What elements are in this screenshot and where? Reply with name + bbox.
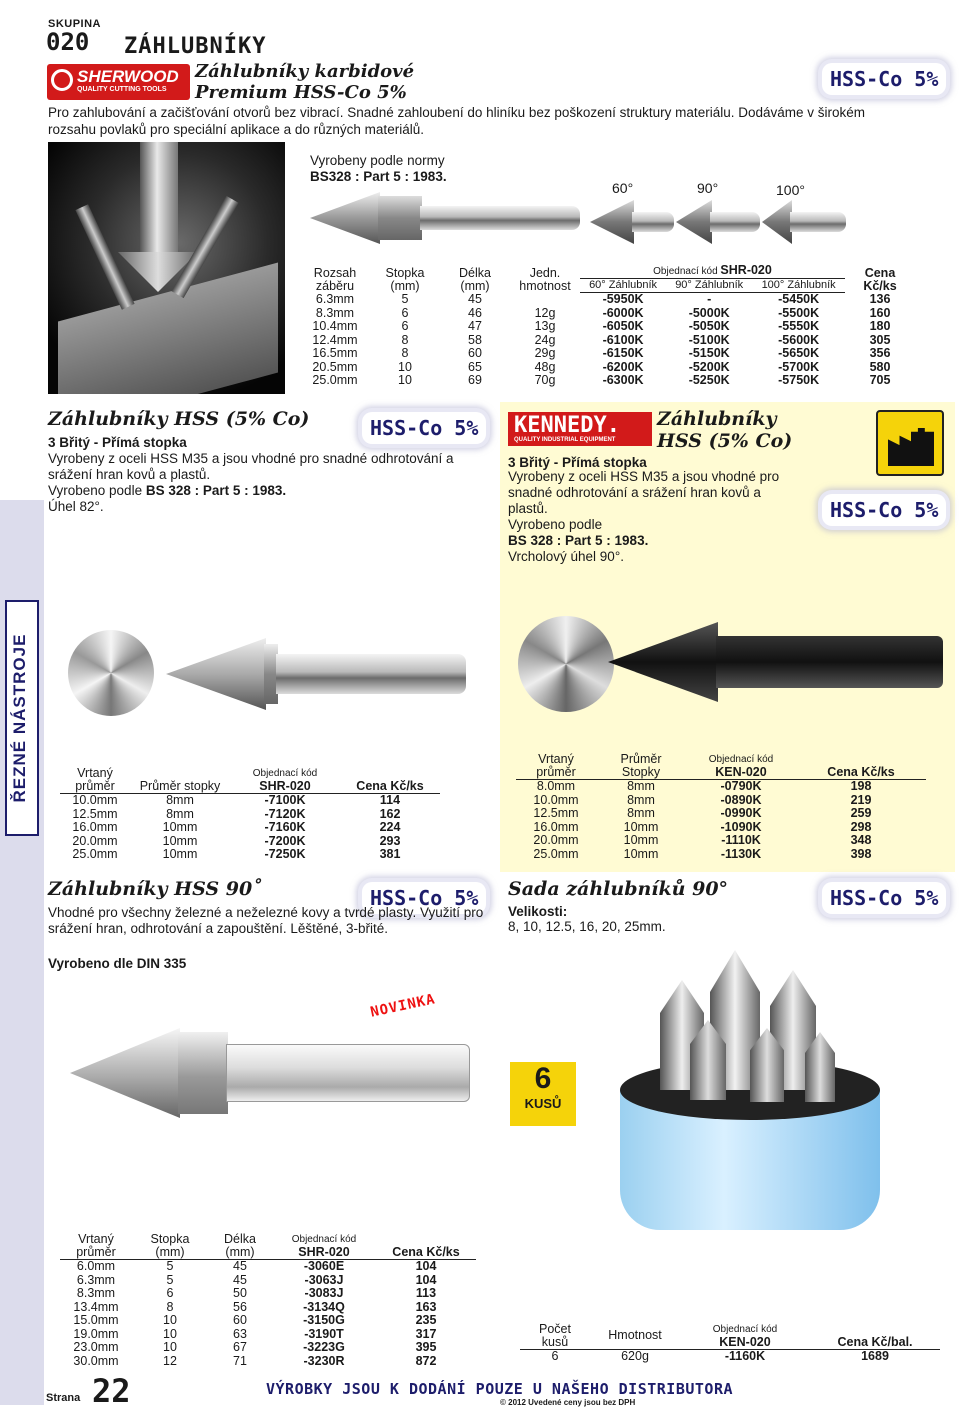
table-cell: 65 <box>468 359 482 374</box>
table-cell: -7250K <box>264 847 306 861</box>
kennedy-logo <box>508 412 652 446</box>
table-cell: 60 <box>233 1313 247 1327</box>
table-cell: 620g <box>621 1349 649 1363</box>
table-cell: 13.4mm <box>73 1299 119 1314</box>
table-cell: 162 <box>379 806 401 821</box>
hss-badge-2: HSS-Co 5% <box>362 412 486 444</box>
table-row <box>60 1301 476 1315</box>
table-cell: 10.4mm <box>312 319 358 333</box>
table-cell: 10mm <box>623 833 659 847</box>
kennedy-logo-text: KENNEDY. <box>514 413 620 438</box>
th-order-code: Objednací kód SHR-020 <box>580 264 845 279</box>
table-row <box>516 794 926 808</box>
table-cell: -7160K <box>264 820 306 834</box>
table-cell: 10 <box>163 1313 177 1327</box>
table-cell: 6 <box>166 1286 174 1300</box>
table-row <box>300 347 915 361</box>
th-weight: Jedn. hmotnost <box>519 265 571 293</box>
table-cell: 293 <box>379 833 401 848</box>
table-row <box>520 1350 940 1364</box>
table-cell: 705 <box>869 373 891 387</box>
table-cell: 10mm <box>623 819 659 834</box>
table-cell: 8 <box>166 1299 174 1314</box>
table-cell: -7120K <box>264 806 306 821</box>
table-cell: 104 <box>415 1272 437 1287</box>
table-cell: 10mm <box>162 820 198 834</box>
section5-sizes-label: Velikosti: <box>508 904 568 919</box>
section4-norm: Vyrobeno dle DIN 335 <box>48 956 187 971</box>
table-cell: -3230R <box>303 1353 345 1368</box>
section3-subtitle: 3 Břitý - Přímá stopka <box>508 455 647 470</box>
table-cell: 10 <box>398 373 412 387</box>
table-cell: 5 <box>166 1272 174 1287</box>
table-cell: 12g <box>534 305 556 320</box>
table-cell: 29g <box>534 346 556 360</box>
angle-100-label: 100° <box>776 182 805 198</box>
s4-th-dia: Vrtaný průměr <box>60 1232 132 1260</box>
table-row <box>60 1287 476 1301</box>
table-cell: 6.3mm <box>76 1272 116 1287</box>
table-cell: 46 <box>468 305 482 320</box>
kennedy-logo-sub: QUALITY INDUSTRIAL EQUIPMENT <box>514 437 616 443</box>
hss-badge-1: HSS-Co 5% <box>822 63 946 95</box>
table-cell: 5 <box>166 1259 174 1273</box>
table-cell: 395 <box>415 1340 437 1354</box>
table-cell: 6 <box>551 1349 559 1363</box>
countersink-image-100 <box>762 200 846 244</box>
th-shank: Stopka (mm) <box>385 265 425 293</box>
table-row <box>60 835 440 849</box>
table-cell: 305 <box>869 332 891 347</box>
table-cell: -0890K <box>720 792 762 807</box>
table-cell: 16.5mm <box>312 346 358 360</box>
table-cell: 224 <box>379 820 401 834</box>
table-cell: -3060E <box>303 1259 345 1273</box>
table-cell: 20.0mm <box>533 833 579 847</box>
table-row <box>300 307 915 321</box>
s3-th-dia: Vrtaný průměr <box>516 752 596 780</box>
table-cell: 69 <box>468 373 482 387</box>
section5-title: Sada záhlubníků 90° <box>508 878 729 900</box>
table-row <box>60 794 440 808</box>
table-cell: -5600K <box>778 332 820 347</box>
table-cell: 70g <box>534 373 556 387</box>
table-cell: -1130K <box>720 846 762 861</box>
th-60: 60° Záhlubník <box>580 279 666 293</box>
section3-title-2: HSS (5% Co) <box>657 430 793 452</box>
table-cell: 12.5mm <box>72 806 118 821</box>
countersink-image-60 <box>590 200 674 244</box>
table-cell: 113 <box>415 1286 437 1300</box>
table-cell: 16.0mm <box>72 820 118 834</box>
s4-th-price: Cena Kč/ks <box>376 1232 476 1260</box>
table-cell: -3063J <box>304 1272 344 1287</box>
table-cell: -7100K <box>264 793 306 807</box>
countersink-set-image <box>600 940 900 1230</box>
table-row <box>60 848 440 862</box>
table-cell: -5100K <box>688 332 730 347</box>
section3-side-view <box>608 622 943 702</box>
table-cell: 235 <box>415 1313 437 1327</box>
table-cell: 872 <box>415 1353 437 1368</box>
table-cell: 10 <box>163 1326 177 1341</box>
table-cell: -5200K <box>688 359 730 374</box>
section4-side-view <box>70 1028 470 1118</box>
table-cell: -6150K <box>602 346 644 360</box>
table-section3 <box>516 752 926 861</box>
th-length: Délka (mm) <box>459 265 491 293</box>
table-cell: 104 <box>415 1259 437 1273</box>
th-price: Cena Kč/ks <box>863 265 897 293</box>
section3-front-view <box>518 616 614 712</box>
table-cell: 67 <box>233 1340 247 1354</box>
table-cell: -5700K <box>778 359 820 374</box>
set-count-word: KUSŮ <box>524 1096 562 1111</box>
table-cell: -5950K <box>602 292 644 306</box>
table-cell: 8 <box>401 332 409 347</box>
section2-desc: Vyrobeny z oceli HSS M35 a jsou vhodné pro snadné odhrotování a srážení hran kovů a plastů. Vyrobeno podle BS 328 : Part 5 : 1983. Úhel 82°. <box>48 451 454 514</box>
table-section4 <box>60 1232 476 1368</box>
table-cell: 24g <box>534 332 556 347</box>
novinka-label: NOVINKA <box>369 991 437 1021</box>
product-photo-dark <box>48 142 285 394</box>
sherwood-logo-text: SHERWOOD <box>77 67 179 86</box>
table-cell: -5150K <box>688 346 730 360</box>
table-cell: 13g <box>534 319 556 333</box>
page-number: 22 <box>92 1372 131 1410</box>
table-cell: 12.5mm <box>533 806 579 820</box>
s3-th-price: Cena Kč/ks <box>796 752 926 780</box>
table-cell: 12.4mm <box>312 332 358 347</box>
section2-front-view <box>68 630 154 716</box>
hss-badge-5: HSS-Co 5% <box>822 882 946 914</box>
table-cell: -0990K <box>720 806 762 820</box>
table-cell: 8mm <box>166 793 194 807</box>
table-cell: 356 <box>869 346 891 360</box>
table-cell: -1090K <box>720 819 762 834</box>
factory-icon <box>876 410 944 476</box>
table-row <box>516 807 926 821</box>
table-row <box>300 320 915 334</box>
table-cell: 580 <box>869 359 891 374</box>
table-cell: 45 <box>233 1259 247 1273</box>
table-row <box>300 374 915 388</box>
section4-title: Záhlubníky HSS 90˚ <box>48 878 262 900</box>
table-cell: 58 <box>468 332 482 347</box>
table-cell: 298 <box>850 819 872 834</box>
table-cell: 47 <box>468 319 482 333</box>
table-cell: 6 <box>401 305 409 320</box>
table-row <box>516 821 926 835</box>
table-cell: 114 <box>379 793 401 807</box>
sherwood-logo <box>47 64 190 100</box>
table-cell: -1110K <box>721 833 761 847</box>
section4-desc: Vhodné pro všechny železné a neželezné kovy a tvrdé plasty. Využití pro srážení hran, odhrotování a zapouštění. Lěštěné, 3-břité. <box>48 905 484 936</box>
table-cell: -6050K <box>602 319 644 333</box>
set-count-number: 6 <box>534 1062 552 1095</box>
table-cell: 6.0mm <box>76 1259 116 1273</box>
table-cell <box>510 293 580 307</box>
table-row <box>300 361 915 375</box>
s2-th-shank: Průměr stopky <box>130 766 230 794</box>
countersink-image-long <box>310 192 580 244</box>
footer-copyright: © 2012 Uvedené ceny jsou bez DPH <box>500 1398 636 1407</box>
sidebar-label: ŘEZNÉ NÁSTROJE <box>10 633 29 803</box>
table-cell: 198 <box>850 779 872 793</box>
table-cell: -7200K <box>264 833 306 848</box>
th-range: Rozsah záběru <box>313 265 357 293</box>
section2-subtitle: 3 Břitý - Přímá stopka <box>48 435 187 450</box>
page-label: Strana <box>46 1392 81 1404</box>
section2-title: Záhlubníky HSS (5% Co) <box>48 408 310 430</box>
s5-th-code: Objednací kód KEN-020 <box>680 1322 810 1350</box>
set-count-badge <box>510 1062 576 1126</box>
table-cell: 20.5mm <box>312 359 358 374</box>
norm-line-2: BS328 : Part 5 : 1983. <box>310 169 447 184</box>
norm-line-1: Vyrobeny podle normy <box>310 153 445 168</box>
table-cell: 1689 <box>861 1349 889 1363</box>
table-cell: 30.0mm <box>73 1353 119 1368</box>
table-cell: -3223G <box>303 1340 345 1354</box>
table-cell: 20.0mm <box>72 833 118 848</box>
table-cell: 71 <box>233 1353 247 1368</box>
table-cell: 8mm <box>627 806 655 820</box>
table-cell: 8 <box>401 346 409 360</box>
s5-th-count: Počet kusů <box>520 1322 590 1350</box>
table-cell: 8mm <box>627 792 655 807</box>
table-cell: 50 <box>233 1286 247 1300</box>
table-row <box>60 1274 476 1288</box>
table-cell: -5000K <box>688 305 730 320</box>
table-cell: 16.0mm <box>533 819 579 834</box>
section2-side-view <box>166 638 466 710</box>
section3-title-1: Záhlubníky <box>657 408 777 430</box>
table-cell: -1160K <box>724 1349 766 1363</box>
table-cell: 348 <box>850 833 872 847</box>
table-cell: - <box>707 292 712 306</box>
s3-th-code: Objednací kód KEN-020 <box>686 752 796 780</box>
table-row <box>60 821 440 835</box>
table-cell: -5450K <box>778 292 820 306</box>
table-cell: 25.0mm <box>312 373 358 387</box>
table-row <box>60 1341 476 1355</box>
s4-th-code: Objednací kód SHR-020 <box>272 1232 376 1260</box>
table-cell: 12 <box>163 1353 177 1368</box>
table-row <box>516 848 926 862</box>
table-cell: 25.0mm <box>72 847 118 861</box>
table-cell: 8.3mm <box>76 1286 116 1300</box>
table-row <box>516 780 926 794</box>
sherwood-logo-circle-icon <box>51 69 73 91</box>
table-cell: 15.0mm <box>73 1313 119 1327</box>
table-section5 <box>520 1322 940 1364</box>
section3-desc: Vyrobeny z oceli HSS M35 a jsou vhodné pro snadné odhrotování a srážení hran kovů a plastů. Vyrobeno podle BS 328 : Part 5 : 1983. Vrcholový úhel 90°. <box>508 469 780 564</box>
table-cell: 219 <box>850 792 872 807</box>
table-cell: 19.0mm <box>73 1326 119 1341</box>
s2-th-price: Cena Kč/ks <box>340 766 440 794</box>
section5-sizes: 8, 10, 12.5, 16, 20, 25mm. <box>508 919 666 934</box>
table-cell: 48g <box>534 359 556 374</box>
table-cell: 8mm <box>627 779 655 793</box>
table-row <box>300 334 915 348</box>
table-cell: -0790K <box>720 779 762 793</box>
table-row <box>60 1260 476 1274</box>
s5-th-price: Cena Kč/bal. <box>810 1322 940 1350</box>
table-cell: 381 <box>379 847 401 861</box>
angle-60-label: 60° <box>612 180 634 196</box>
table-cell: 8mm <box>166 806 194 821</box>
table-cell: -6200K <box>602 359 644 374</box>
sherwood-logo-sub: QUALITY CUTTING TOOLS <box>77 86 167 93</box>
table-cell: -3134Q <box>303 1299 345 1314</box>
s2-th-code: Objednací kód SHR-020 <box>230 766 340 794</box>
section-title-1: Záhlubníky karbidové <box>195 61 415 82</box>
table-cell: 160 <box>869 305 891 320</box>
table-cell: 10mm <box>162 833 198 848</box>
table-row <box>300 293 915 307</box>
table-section2 <box>60 766 440 862</box>
table-cell: -5650K <box>778 346 820 360</box>
table-row <box>516 834 926 848</box>
table-cell: 10 <box>398 359 412 374</box>
table-cell: 8.3mm <box>315 305 355 320</box>
th-90: 90° Záhlubník <box>666 279 752 293</box>
s5-th-weight: Hmotnost <box>590 1322 680 1350</box>
table-cell: 6.3mm <box>315 291 355 306</box>
hss-badge-4: HSS-Co 5% <box>362 882 486 914</box>
table-cell: 259 <box>850 806 872 820</box>
th-100: 100° Záhlubník <box>752 279 845 293</box>
table-cell: -5750K <box>778 373 820 387</box>
s2-th-dia: Vrtaný průměr <box>60 766 130 794</box>
table-cell: -6100K <box>602 332 644 347</box>
intro-text: Pro zahlubování a začišťování otvorů bez vibrací. Snadné zahloubení do hliníku bez poškození struktury materiálu. Dodáváme v širokém rozsahu povlaků pro speciální aplikace a do různých materiálů. <box>48 105 866 137</box>
table-cell: 10.0mm <box>72 793 118 807</box>
section-title-2: Premium HSS-Co 5% <box>195 82 407 103</box>
table-cell: -3083J <box>304 1286 344 1300</box>
table-cell: -6300K <box>602 373 644 387</box>
table-cell: 5 <box>401 291 409 306</box>
hss-badge-3: HSS-Co 5% <box>822 494 946 526</box>
table-row <box>60 1328 476 1342</box>
table-cell: -5250K <box>688 373 730 387</box>
table-cell: 63 <box>233 1326 247 1341</box>
group-label: SKUPINA <box>48 18 102 30</box>
table-cell: 6 <box>401 319 409 333</box>
table-cell: 10mm <box>623 846 659 861</box>
footer-slogan: VÝROBKY JSOU K DODÁNÍ POUZE U NAŠEHO DISTRIBUTORA <box>266 1380 734 1398</box>
table-sherwood-premium <box>300 264 915 388</box>
page-title: ZÁHLUBNÍKY <box>124 34 267 59</box>
group-number: 020 <box>46 28 90 56</box>
s3-th-shank: Průměr Stopky <box>596 752 686 780</box>
table-cell: -6000K <box>602 305 644 320</box>
table-cell: 23.0mm <box>73 1340 119 1354</box>
table-cell: 45 <box>233 1272 247 1287</box>
angle-90-label: 90° <box>697 180 719 196</box>
table-row <box>60 1314 476 1328</box>
s4-th-shank: Stopka (mm) <box>132 1232 208 1260</box>
table-cell: 10mm <box>162 847 198 861</box>
table-cell: -3190T <box>304 1326 344 1341</box>
table-cell: -5050K <box>688 319 730 333</box>
table-cell: 398 <box>850 846 872 861</box>
table-cell: -3150G <box>303 1313 345 1327</box>
s4-th-length: Délka (mm) <box>208 1232 272 1260</box>
table-cell: 56 <box>233 1299 247 1314</box>
table-row <box>60 1355 476 1369</box>
table-cell: -5550K <box>778 319 820 333</box>
table-cell: 25.0mm <box>533 846 579 861</box>
table-cell: 10.0mm <box>533 792 579 807</box>
table-cell: 45 <box>468 291 482 306</box>
table-cell: 136 <box>869 291 891 306</box>
table-cell: 180 <box>869 319 891 333</box>
table-cell: 317 <box>415 1326 437 1341</box>
table-cell: -5500K <box>778 305 820 320</box>
table-cell: 163 <box>415 1299 437 1314</box>
table-cell: 8.0mm <box>536 779 576 793</box>
countersink-image-90 <box>676 200 760 244</box>
table-row <box>60 808 440 822</box>
table-cell: 10 <box>163 1340 177 1354</box>
table-cell: 60 <box>468 346 482 360</box>
